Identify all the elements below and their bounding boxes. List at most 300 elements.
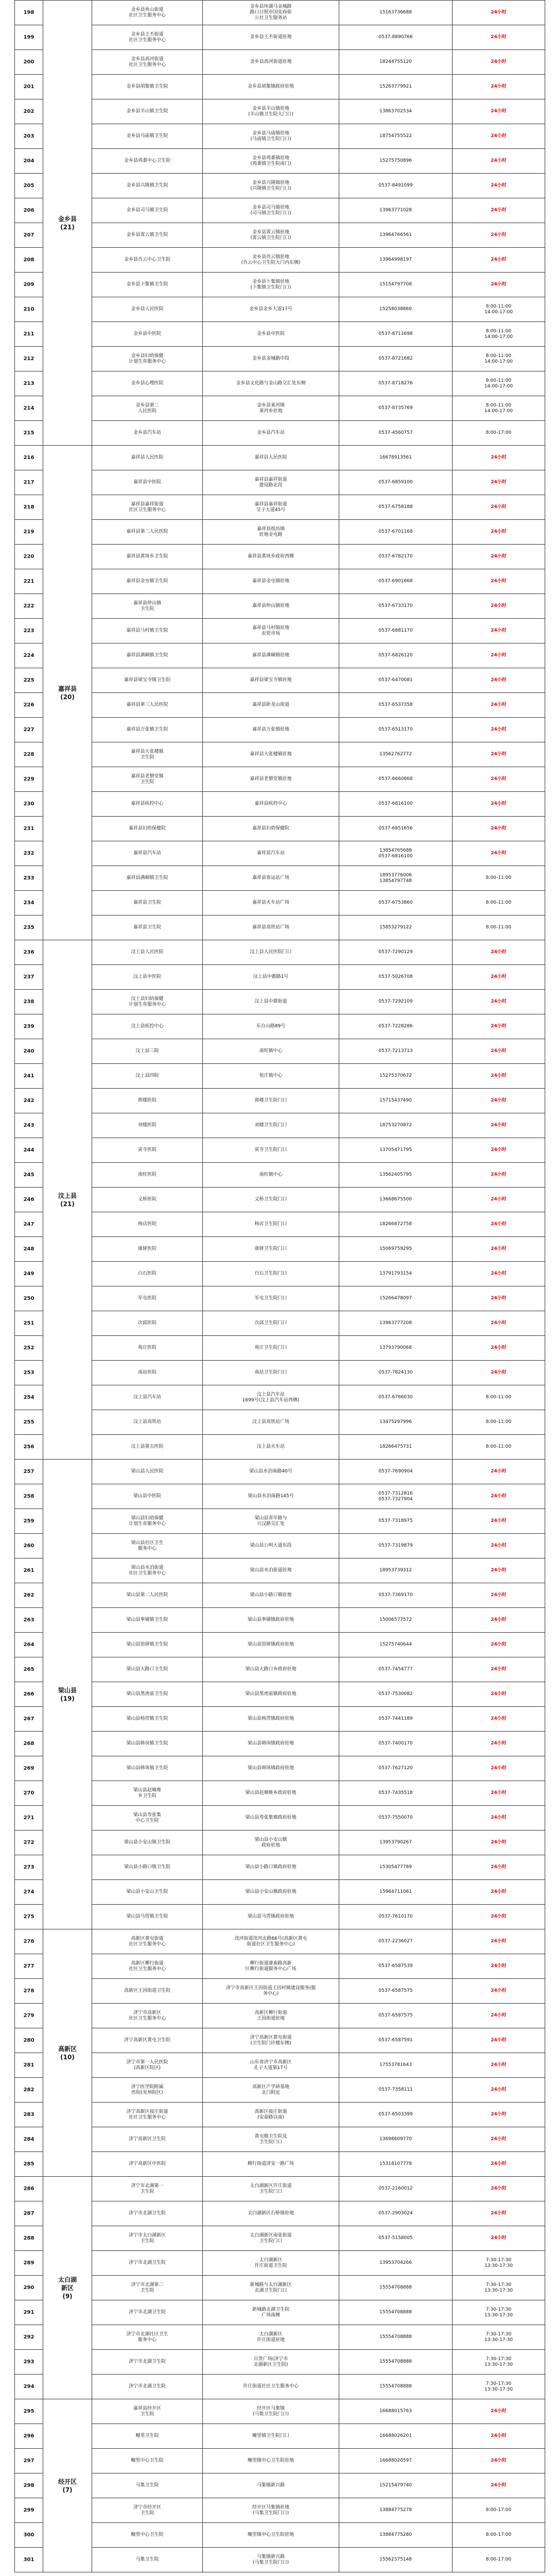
site-phone: 15263779921 (339, 75, 453, 99)
site-name: 嘉祥县卫生院 (92, 916, 203, 940)
site-address: 济宁市高新区王因街道王因村镇建设服务(服 务中心) (203, 1979, 339, 2004)
service-hours: 7:30-17:30 13:30-17:30 (453, 2251, 545, 2276)
site-phone: 15554708888 (339, 2325, 453, 2350)
site-name: 嘉祥县满硐镇卫生院 (92, 643, 203, 668)
site-address: 金乡县莱河镇 莱河乡驻地 (203, 396, 339, 421)
site-address: 金乡县鸡黍镇驻地 (鸡黍镇卫生院南门) (203, 149, 339, 174)
service-hours: 8:00-11:00 14:00-17:00 (453, 371, 545, 396)
service-hours: 24小时 (453, 25, 545, 50)
site-phone: 0537-8718276 (339, 371, 453, 396)
table-row (15, 2053, 545, 2078)
site-phone: 0537-7228286 (339, 1014, 453, 1039)
table-row (15, 446, 545, 470)
site-address: 百货广场(济宁市 北湖新区卫生院) (203, 2350, 339, 2375)
site-phone: 0537-2236027 (339, 1929, 453, 1954)
site-address: 梁山县赵堌堆乡政府驻地 (203, 1781, 339, 1806)
site-name: 梁山县杨营镇卫生院 (92, 1707, 203, 1732)
service-hours: 24小时 (453, 1163, 545, 1188)
service-hours: 8:00-11:00 14:00-17:00 (453, 347, 545, 371)
site-phone: 0537-7369170 (339, 1583, 453, 1608)
service-hours: 24小时 (453, 569, 545, 594)
site-address: 嘉祥县客运站广场 (203, 866, 339, 891)
row-number: 269 (15, 1756, 43, 1781)
site-name: 军屯医院 (92, 1286, 203, 1311)
site-name: 济宁市北湖社区卫生 服务中心 (92, 2325, 203, 2350)
service-hours: 24小时 (453, 990, 545, 1014)
site-address: 汶上县人民医院门口 (203, 940, 339, 965)
table-row (15, 2004, 545, 2028)
site-name: 金乡县兴隆镇卫生院 (92, 174, 203, 198)
service-hours: 24小时 (453, 1064, 545, 1089)
row-number: 207 (15, 223, 43, 248)
site-phone: 0537-6587591 (339, 2028, 453, 2053)
site-address: 刘楼卫生院门口 (203, 1113, 339, 1138)
table-row (15, 1905, 545, 1929)
table-row (15, 1608, 545, 1633)
site-phone: 0537-6587575 (339, 2004, 453, 2028)
site-address: 梁山县小路口镇政府驻地 (203, 1855, 339, 1880)
table-row (15, 718, 545, 742)
table-row (15, 2548, 545, 2572)
site-phone: 13475297996 (339, 1410, 453, 1435)
site-phone: 0537-7319879 (339, 1534, 453, 1558)
site-name: 南旺医院 (92, 1163, 203, 1188)
table-row (15, 297, 545, 322)
site-address: 济宁高新区黄屯街道 (卫生院门诊楼东侧) (203, 2028, 339, 2053)
site-name: 马集卫生院 (92, 2548, 203, 2572)
service-hours: 24小时 (453, 1929, 545, 1954)
row-number: 255 (15, 1410, 43, 1435)
table-row (15, 1558, 545, 1583)
site-address: 黄屯镇卫生院及 卫生院门口 (203, 2127, 339, 2152)
site-address: 义桥卫生院门口 (203, 1188, 339, 1212)
site-address: 次邱卫生院门口 (203, 1311, 339, 1336)
service-hours: 24小时 (453, 841, 545, 866)
table-row (15, 1064, 545, 1089)
site-address: 汶上县中都街道 (203, 990, 339, 1014)
table-row (15, 1732, 545, 1756)
row-number: 284 (15, 2127, 43, 2152)
site-address: 金乡县高河街道驻地 (203, 50, 339, 75)
service-hours: 7:30-17:30 13:30-17:30 (453, 2350, 545, 2375)
table-row (15, 1410, 545, 1435)
site-phone: 13791793154 (339, 1262, 453, 1286)
site-name: 疃里中心卫生院 (92, 2523, 203, 2548)
site-name: 汶上县妇幼保健 计划生育服务中心 (92, 990, 203, 1014)
table-row (15, 1113, 545, 1138)
site-phone: 0537-6701168 (339, 520, 453, 545)
service-hours: 24小时 (453, 1855, 545, 1880)
table-row (15, 594, 545, 619)
service-hours: 24小时 (453, 99, 545, 124)
table-row (15, 2300, 545, 2325)
site-phone: 0537-7610170 (339, 1905, 453, 1929)
row-number: 236 (15, 940, 43, 965)
site-name: 马集卫生院 (92, 2473, 203, 2498)
site-phone: 18754755522 (339, 124, 453, 149)
site-name: 梁山县韩垓镇卫生院 (92, 1756, 203, 1781)
site-name: 苑庄医院 (92, 1336, 203, 1361)
site-name: 嘉祥县人民医院 (92, 446, 203, 470)
site-name: 济宁市高新区 社区卫生服务中心 (92, 2004, 203, 2028)
service-hours: 8:00-11:00 (453, 866, 545, 891)
site-address: 梁山县小安山镇政府驻地 (203, 1880, 339, 1905)
site-name: 济宁市第一人民医院 (高新区院区) (92, 2053, 203, 2078)
row-number: 245 (15, 1163, 43, 1188)
service-hours: 24小时 (453, 545, 545, 569)
site-address: 梁山县小路口镇驻地 (203, 1583, 339, 1608)
site-address: 山东省济宁市高新区 孔子大道第17号 (203, 2053, 339, 2078)
service-hours: 24小时 (453, 174, 545, 198)
table-row (15, 2028, 545, 2053)
table-row (15, 545, 545, 569)
service-hours: 24小时 (453, 1286, 545, 1311)
district-name: 嘉祥县 (20) (43, 446, 92, 940)
row-number: 298 (15, 2473, 43, 2498)
row-number: 208 (15, 248, 43, 273)
site-address: 梁山县杨营镇政府驻地 (203, 1707, 339, 1732)
district-name: 高新区 (10) (43, 1929, 92, 2177)
table-row (15, 1212, 545, 1237)
site-name: 金乡县胡集镇卫生院 (92, 75, 203, 99)
row-number: 257 (15, 1460, 43, 1484)
site-address: 嘉祥县梁宝寺镇驻地 (203, 668, 339, 693)
service-hours: 8:00-11:00 (453, 916, 545, 940)
table-row (15, 2251, 545, 2276)
service-hours: 24小时 (453, 2127, 545, 2152)
service-hours: 24小时 (453, 1633, 545, 1657)
site-address: 苑庄卫生院门口 (203, 1336, 339, 1361)
row-number: 291 (15, 2300, 43, 2325)
table-row (15, 371, 545, 396)
site-name: 金乡县第二 人民医院 (92, 396, 203, 421)
site-address: 柳行街道康泰路高新 区柳行街道服务中心广场 (203, 1954, 339, 1979)
site-name: 郭楼医院 (92, 1089, 203, 1113)
site-phone: 16688020597 (339, 2449, 453, 2473)
site-address: 梁山县韩垓镇政府驻地 (203, 1756, 339, 1781)
service-hours: 8:00-11:00 (453, 1410, 545, 1435)
row-number: 253 (15, 1361, 43, 1385)
site-phone: 0537-6587575 (339, 1979, 453, 2004)
site-phone: 15215479740 (339, 2473, 453, 2498)
row-number: 246 (15, 1188, 43, 1212)
site-name: 梁山县水泊街道 社区卫生服务中心 (92, 1558, 203, 1583)
site-address: 嘉祥县嘉祥街道 建设路北段 (203, 470, 339, 495)
district-name: 经开区 (7) (43, 2399, 92, 2572)
table-row (15, 470, 545, 495)
row-number: 261 (15, 1558, 43, 1583)
site-phone: 0537-5158005 (339, 2226, 453, 2251)
district-name: 金乡县 (21) (43, 1, 92, 446)
site-phone: 0537-7312816 0537-7327904 (339, 1484, 453, 1509)
site-name: 疃里卫生院 (92, 2424, 203, 2449)
service-hours: 24小时 (453, 1558, 545, 1583)
row-number: 243 (15, 1113, 43, 1138)
site-phone: 0537-6901668 (339, 569, 453, 594)
site-address: 梁山县小安山镇 政府驻地 (203, 1831, 339, 1855)
site-phone: 0537-6503399 (339, 2103, 453, 2127)
site-address: 马集镇新兴路 (203, 2473, 339, 2498)
site-phone: 13668675500 (339, 1188, 453, 1212)
table-row (15, 198, 545, 223)
site-address: 梁山县水泊街道驻地 (203, 1558, 339, 1583)
site-name: 济宁市北湖卫生院 (92, 2375, 203, 2399)
table-row (15, 1, 545, 25)
site-phone: 13698609770 (339, 2127, 453, 2152)
table-row (15, 396, 545, 421)
site-phone: 16688015763 (339, 2399, 453, 2424)
row-number: 200 (15, 50, 43, 75)
table-row (15, 767, 545, 792)
row-number: 205 (15, 174, 43, 198)
site-name: 济宁市北湖卫生院 (92, 2300, 203, 2325)
table-row (15, 2449, 545, 2473)
service-hours: 24小时 (453, 965, 545, 990)
site-address: 嘉祥县万张镇驻地 (203, 718, 339, 742)
table-row (15, 1237, 545, 1262)
table-row (15, 2127, 545, 2152)
site-name: 嘉祥县金屯镇卫生院 (92, 569, 203, 594)
site-phone: 13854765688 0537-6816100 (339, 841, 453, 866)
row-number: 249 (15, 1262, 43, 1286)
district-name: 太白湖 新区 (9) (43, 2177, 92, 2399)
table-row (15, 916, 545, 940)
service-hours: 7:30-17:30 13:30-17:30 (453, 2375, 545, 2399)
row-number: 215 (15, 421, 43, 446)
service-hours: 24小时 (453, 1089, 545, 1113)
table-row (15, 1831, 545, 1855)
site-address: 马集镇新兴路 (马集卫生院门口) (203, 2548, 339, 2572)
site-phone: 0537-7627120 (339, 1756, 453, 1781)
row-number: 198 (15, 1, 43, 25)
service-hours: 24小时 (453, 1682, 545, 1707)
table-row (15, 2201, 545, 2226)
row-number: 252 (15, 1336, 43, 1361)
table-row (15, 742, 545, 767)
row-number: 199 (15, 25, 43, 50)
row-number: 297 (15, 2449, 43, 2473)
row-number: 202 (15, 99, 43, 124)
service-hours: 24小时 (453, 2449, 545, 2473)
row-number: 259 (15, 1509, 43, 1534)
site-name: 济宁医学院附属 医院(兖州院区) (92, 2078, 203, 2103)
site-name: 嘉祥县仲山镇 卫生院 (92, 594, 203, 619)
site-phone: 15006577572 (339, 1608, 453, 1633)
site-name: 高新区王因街道卫生院 (92, 1979, 203, 2004)
table-row (15, 1039, 545, 1064)
site-name: 济宁高新区卫生院 (92, 2127, 203, 2152)
table-row (15, 1460, 545, 1484)
site-address: 嘉祥县金屯镇驻地 (203, 569, 339, 594)
row-number: 254 (15, 1385, 43, 1410)
row-number: 300 (15, 2523, 43, 2548)
site-address: 太白湖新区南张街道 卫生院门口 (203, 2226, 339, 2251)
row-number: 224 (15, 643, 43, 668)
site-address: 金乡县霄云镇驻地 (霄云镇卫生院门口) (203, 223, 339, 248)
table-row (15, 1806, 545, 1831)
site-phone: 13562762772 (339, 742, 453, 767)
table-row (15, 2399, 545, 2424)
row-number: 201 (15, 75, 43, 99)
table-row (15, 891, 545, 916)
row-number: 280 (15, 2028, 43, 2053)
site-phone: 15258038860 (339, 297, 453, 322)
site-name: 次邱医院 (92, 1311, 203, 1336)
site-address: 嘉祥县卧龙山街道 (203, 693, 339, 718)
site-address: 寅寺卫生院门口 (203, 1138, 339, 1163)
table-row (15, 1583, 545, 1608)
service-hours: 24小时 (453, 2399, 545, 2424)
row-number: 225 (15, 668, 43, 693)
row-number: 247 (15, 1212, 43, 1237)
site-name: 嘉祥县经开区 卫生院 (92, 2399, 203, 2424)
site-address: 梁山县水泊南路40号 (203, 1460, 339, 1484)
site-name: 嘉祥县第二人民医院 (92, 520, 203, 545)
table-row (15, 1954, 545, 1979)
table-row (15, 174, 545, 198)
site-name: 杨店医院 (92, 1212, 203, 1237)
service-hours: 24小时 (453, 1460, 545, 1484)
table-row (15, 1781, 545, 1806)
site-address: 新城路与太白湖新区 北湖卫生院门口 (203, 2276, 339, 2300)
table-row (15, 2177, 545, 2201)
service-hours: 24小时 (453, 742, 545, 767)
row-number: 235 (15, 916, 43, 940)
site-name: 汶上县四院 (92, 1064, 203, 1089)
service-hours: 24小时 (453, 1657, 545, 1682)
table-row (15, 2078, 545, 2103)
site-address: 汶上县汽车站 1699号(汶上县汽车站西侧) (203, 1385, 339, 1410)
site-name: 梁山县赵堌堆 乡卫生院 (92, 1781, 203, 1806)
site-address: 金乡县司马镇驻地 (司马镇卫生院门口) (203, 198, 339, 223)
site-phone: 15069759295 (339, 1237, 453, 1262)
site-phone: 16678913561 (339, 446, 453, 470)
service-hours: 24小时 (453, 75, 545, 99)
site-name: 汶上县高铁站 (92, 1410, 203, 1435)
row-number: 258 (15, 1484, 43, 1509)
site-phone: 15275740644 (339, 1633, 453, 1657)
service-hours: 24小时 (453, 1188, 545, 1212)
site-phone: 15275750896 (339, 149, 453, 174)
row-number: 206 (15, 198, 43, 223)
site-name: 汶上县第五医院 (92, 1435, 203, 1460)
site-name: 金乡县中医院 (92, 322, 203, 347)
table-row (15, 668, 545, 693)
row-number: 230 (15, 792, 43, 817)
service-hours: 24小时 (453, 2078, 545, 2103)
service-hours: 24小时 (453, 1534, 545, 1558)
site-address: 梁山县拳铺镇政府驻地 (203, 1608, 339, 1633)
service-hours: 8:00-11:00 14:00-17:00 (453, 297, 545, 322)
site-phone: 15562375148 (339, 2548, 453, 2572)
site-address: 梁山县寿张集镇政府驻地 (203, 1806, 339, 1831)
service-hours: 24小时 (453, 1831, 545, 1855)
site-address: 金乡县肖云镇驻地 (肖云中心卫生院大门内东侧) (203, 248, 339, 273)
table-row (15, 693, 545, 718)
row-number: 275 (15, 1905, 43, 1929)
row-number: 293 (15, 2350, 43, 2375)
service-hours: 24小时 (453, 2226, 545, 2251)
service-hours: 24小时 (453, 2473, 545, 2498)
site-name: 嘉祥县梁宝寺镇卫生院 (92, 668, 203, 693)
site-name: 义桥医院 (92, 1188, 203, 1212)
site-name: 寅寺医院 (92, 1138, 203, 1163)
row-number: 226 (15, 693, 43, 718)
site-name: 嘉祥县嘉祥街道 社区卫生服务中心 (92, 495, 203, 520)
service-hours: 24小时 (453, 273, 545, 297)
site-name: 汶上县汽车站 (92, 1385, 203, 1410)
site-phone: 15554708888 (339, 2300, 453, 2325)
site-phone: 0537-8711698 (339, 322, 453, 347)
table-row (15, 1361, 545, 1385)
row-number: 281 (15, 2053, 43, 2078)
service-hours: 24小时 (453, 1905, 545, 1929)
table-row (15, 273, 545, 297)
site-name: 梁山县寿张集 中心卫生院 (92, 1806, 203, 1831)
row-number: 250 (15, 1286, 43, 1311)
site-address: 嘉祥县嘉祥街道 呈子大道45号 (203, 495, 339, 520)
row-number: 270 (15, 1781, 43, 1806)
site-name: 济宁市北湖卫生院 (92, 2350, 203, 2375)
site-address: 太白湖新区 许庄街道卫生院 (203, 2251, 339, 2276)
table-row (15, 2103, 545, 2127)
row-number: 217 (15, 470, 43, 495)
row-number: 223 (15, 619, 43, 643)
service-hours: 24小时 (453, 1707, 545, 1732)
site-phone: 0537-7454777 (339, 1657, 453, 1682)
site-address: 康驿卫生院门口 (203, 1237, 339, 1262)
row-number: 277 (15, 1954, 43, 1979)
row-number: 289 (15, 2251, 43, 2276)
row-number: 203 (15, 124, 43, 149)
row-number: 238 (15, 990, 43, 1014)
row-number: 212 (15, 347, 43, 371)
service-hours: 24小时 (453, 1262, 545, 1286)
service-hours: 24小时 (453, 124, 545, 149)
table-row (15, 1929, 545, 1954)
row-number: 267 (15, 1707, 43, 1732)
site-name: 疃里中心卫生院 (92, 2449, 203, 2473)
row-number: 240 (15, 1039, 43, 1064)
service-hours: 24小时 (453, 1138, 545, 1163)
service-hours: 24小时 (453, 2103, 545, 2127)
site-phone: 0537-5026708 (339, 965, 453, 990)
site-phone: 0537-6851656 (339, 817, 453, 841)
site-address: 汶上县高铁站广场 (203, 1410, 339, 1435)
row-number: 218 (15, 495, 43, 520)
row-number: 299 (15, 2498, 43, 2523)
site-name: 梁山县中医院 (92, 1484, 203, 1509)
site-address: 梁山县馆驿镇政府驻地 (203, 1633, 339, 1657)
service-hours: 24小时 (453, 248, 545, 273)
site-phone: 18953776006 13854797748 (339, 866, 453, 891)
site-address: 嘉祥县大张楼镇驻地 (203, 742, 339, 767)
service-hours: 24小时 (453, 1014, 545, 1039)
site-phone: 0537-7290129 (339, 940, 453, 965)
site-phone: 0537-7530082 (339, 1682, 453, 1707)
site-name: 汶上县疾控中心 (92, 1014, 203, 1039)
site-address: 梁山县水泊南路145号 (203, 1484, 339, 1509)
site-address: 嘉祥县火车站广场 (203, 891, 339, 916)
site-name: 梁山县馆驿镇卫生院 (92, 1633, 203, 1657)
service-hours: 24小时 (453, 1509, 545, 1534)
site-name: 金乡县司马镇卫生院 (92, 198, 203, 223)
site-address: 金乡县兴隆镇驻地 (兴隆镇卫生院门口) (203, 174, 339, 198)
site-name: 汶上县人民医院 (92, 940, 203, 965)
table-row (15, 1089, 545, 1113)
service-hours: 24小时 (453, 1732, 545, 1756)
site-name: 金乡县霄云镇卫生院 (92, 223, 203, 248)
